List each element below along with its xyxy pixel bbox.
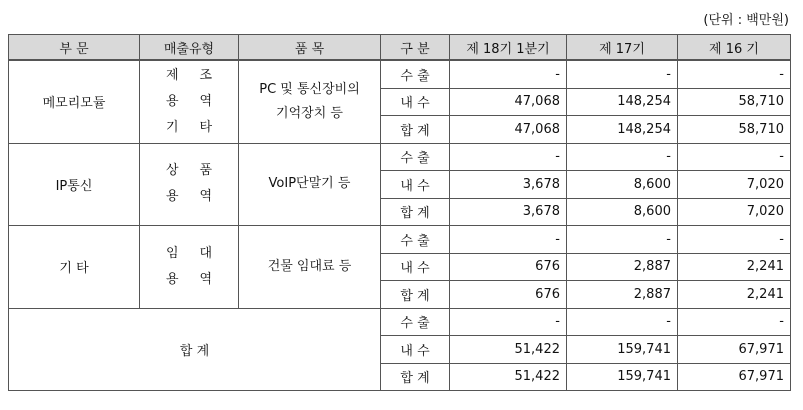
sales-type-char: 타 xyxy=(199,119,212,135)
sales-type-line xyxy=(166,241,212,267)
sales-type-char: 상 xyxy=(166,163,179,179)
sales-type-char: 품 xyxy=(199,163,212,179)
product-line: 기억장치 등 xyxy=(276,105,343,121)
category-cell: 수 출 xyxy=(381,143,450,171)
value-q1-18: 676 xyxy=(450,253,567,281)
sales-type-line xyxy=(166,267,212,293)
header-category: 구 분 xyxy=(381,35,450,61)
value-q1-18: - xyxy=(450,60,567,88)
sales-type-line xyxy=(166,158,212,184)
sales-type-line xyxy=(166,184,212,210)
sales-type-char: 용 xyxy=(166,271,179,287)
sales-type-char: 용 xyxy=(166,189,179,205)
value-fy17: 8,600 xyxy=(567,198,678,226)
value-q1-18: 51,422 xyxy=(450,336,567,364)
category-cell: 합 계 xyxy=(381,116,450,144)
value-fy17: 2,887 xyxy=(567,281,678,309)
sales-type-cell xyxy=(140,143,239,226)
category-cell: 내 수 xyxy=(381,88,450,116)
header-row xyxy=(9,35,791,61)
category-cell: 합 계 xyxy=(381,363,450,391)
table-row xyxy=(9,60,791,88)
unit-label: (단위 : 백만원) xyxy=(703,13,789,28)
value-q1-18: 51,422 xyxy=(450,363,567,391)
value-fy16: 2,241 xyxy=(678,253,791,281)
sales-type-line xyxy=(166,89,212,115)
product-cell xyxy=(239,60,381,143)
product-line: VoIP단말기 등 xyxy=(268,176,351,192)
header-sales-type: 매출유형 xyxy=(140,35,239,61)
header-product: 품 목 xyxy=(239,35,381,61)
value-fy16: 58,710 xyxy=(678,116,791,144)
value-fy17: 148,254 xyxy=(567,88,678,116)
value-fy17: - xyxy=(567,60,678,88)
sales-type-char: 역 xyxy=(199,93,212,109)
value-fy16: - xyxy=(678,143,791,171)
value-fy17: 159,741 xyxy=(567,363,678,391)
category-cell: 수 출 xyxy=(381,308,450,336)
total-row xyxy=(9,308,791,336)
product-line: PC 및 통신장비의 xyxy=(259,81,360,97)
sales-type-cell xyxy=(140,226,239,309)
sales-type-char: 제 xyxy=(166,67,179,83)
value-fy17: - xyxy=(567,308,678,336)
value-fy17: 2,887 xyxy=(567,253,678,281)
value-q1-18: - xyxy=(450,143,567,171)
value-fy16: - xyxy=(678,226,791,254)
value-q1-18: 3,678 xyxy=(450,171,567,199)
table-body xyxy=(9,60,791,391)
value-fy16: 67,971 xyxy=(678,336,791,364)
value-fy17: 148,254 xyxy=(567,116,678,144)
sales-table xyxy=(8,34,791,391)
header-fy16: 제 16 기 xyxy=(678,35,791,61)
category-cell: 합 계 xyxy=(381,281,450,309)
segment-cell: 메모리모듈 xyxy=(9,60,140,143)
category-cell: 내 수 xyxy=(381,253,450,281)
segment-cell: 기 타 xyxy=(9,226,140,309)
category-cell: 내 수 xyxy=(381,171,450,199)
category-cell: 수 출 xyxy=(381,60,450,88)
sales-type-char: 역 xyxy=(199,271,212,287)
product-cell xyxy=(239,226,381,309)
value-q1-18: - xyxy=(450,308,567,336)
header-fy17: 제 17기 xyxy=(567,35,678,61)
category-cell: 내 수 xyxy=(381,336,450,364)
sales-type-char: 조 xyxy=(199,67,212,83)
value-fy16: 58,710 xyxy=(678,88,791,116)
sales-type-line xyxy=(166,63,212,89)
table-row xyxy=(9,143,791,171)
value-q1-18: 47,068 xyxy=(450,88,567,116)
value-fy16: 7,020 xyxy=(678,198,791,226)
value-fy16: - xyxy=(678,308,791,336)
segment-cell: IP통신 xyxy=(9,143,140,226)
sales-type-char: 임 xyxy=(166,245,179,261)
value-fy17: 8,600 xyxy=(567,171,678,199)
sales-type-char: 대 xyxy=(199,245,212,261)
value-q1-18: 47,068 xyxy=(450,116,567,144)
total-label-cell: 합 계 xyxy=(9,308,381,391)
value-fy17: 159,741 xyxy=(567,336,678,364)
sales-type-char: 기 xyxy=(166,119,179,135)
sales-type-line xyxy=(166,115,212,141)
sales-type-char: 역 xyxy=(199,189,212,205)
header-q1-18: 제 18기 1분기 xyxy=(450,35,567,61)
value-fy17: - xyxy=(567,143,678,171)
sales-type-char: 용 xyxy=(166,93,179,109)
product-line: 건물 임대료 등 xyxy=(267,258,352,274)
value-fy16: 67,971 xyxy=(678,363,791,391)
value-q1-18: 676 xyxy=(450,281,567,309)
header-segment: 부 문 xyxy=(9,35,140,61)
sales-type-cell xyxy=(140,60,239,143)
category-cell: 수 출 xyxy=(381,226,450,254)
category-cell: 합 계 xyxy=(381,198,450,226)
value-fy16: 7,020 xyxy=(678,171,791,199)
value-fy16: - xyxy=(678,60,791,88)
value-fy16: 2,241 xyxy=(678,281,791,309)
value-q1-18: 3,678 xyxy=(450,198,567,226)
value-q1-18: - xyxy=(450,226,567,254)
product-cell xyxy=(239,143,381,226)
table-row xyxy=(9,226,791,254)
value-fy17: - xyxy=(567,226,678,254)
